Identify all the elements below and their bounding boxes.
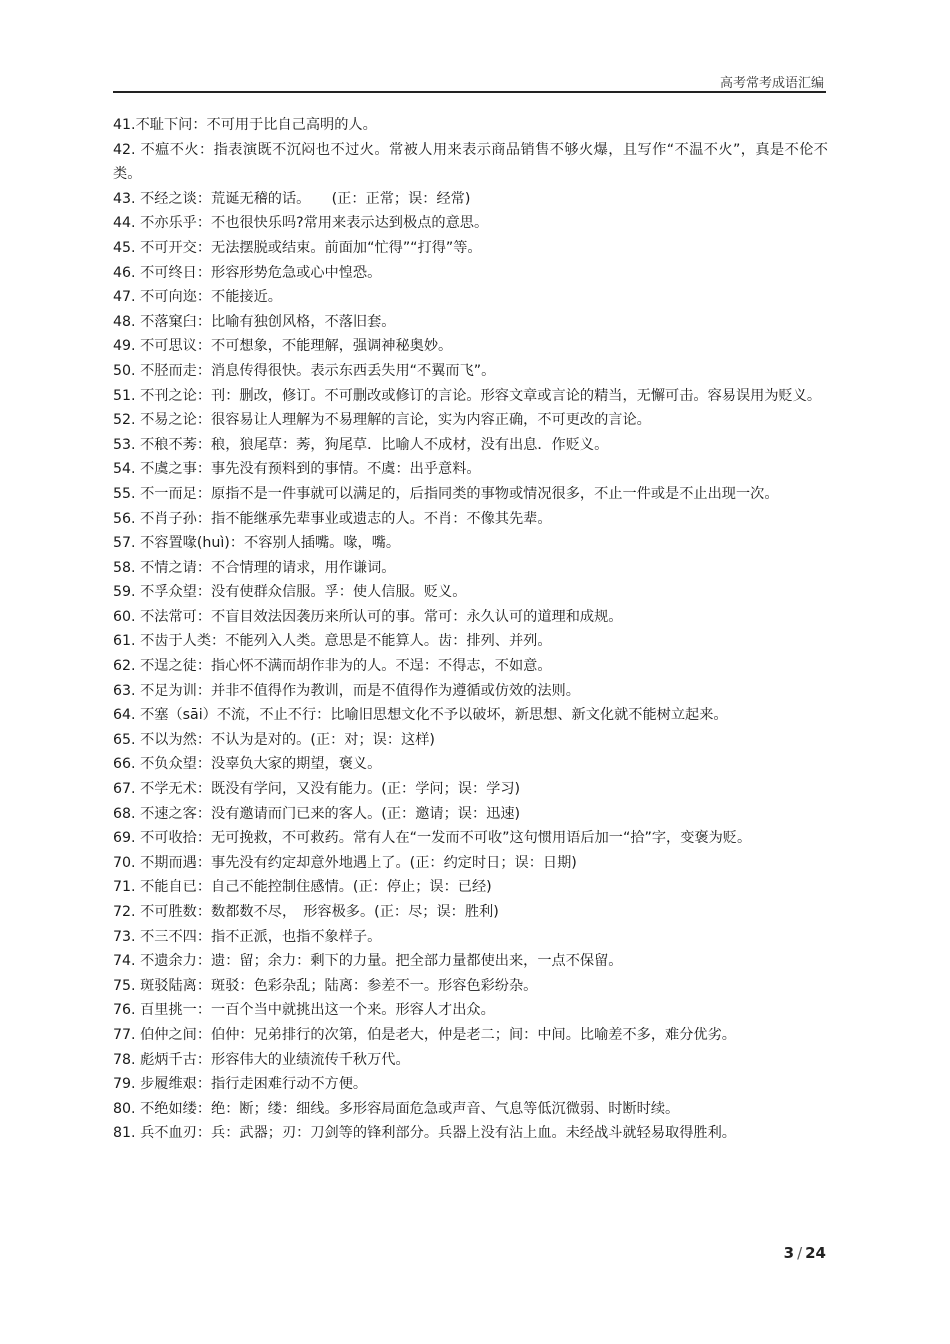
idiom-term: 不虞之事： <box>140 461 212 478</box>
idiom-entry <box>113 974 828 999</box>
idiom-entry <box>113 1072 828 1097</box>
entry-number: 47. <box>113 289 141 306</box>
idiom-definition: 不可想象，不能理解，强调神秘奥妙。 <box>211 338 453 355</box>
idiom-definition: 事先没有约定却意外地遇上了。(正：约定时日；误：日期) <box>211 854 577 871</box>
page-number <box>784 1244 826 1262</box>
entry-number: 56. <box>113 510 141 527</box>
entry-number: 46. <box>113 264 141 281</box>
idiom-term: 不能自已： <box>140 879 212 896</box>
idiom-term: 不负众望： <box>140 756 212 773</box>
entry-number: 48. <box>113 313 141 330</box>
entry-number: 57. <box>113 535 141 552</box>
idiom-entry <box>113 605 828 630</box>
entry-number: 54. <box>113 461 141 478</box>
idiom-definition: 不认为是对的。(正：对；误：这样) <box>211 731 435 748</box>
idiom-definition: 稂，狼尾草：莠，狗尾草．比喻人不成材，没有出息．作贬义。 <box>211 436 609 453</box>
entry-number: 75. <box>113 977 141 994</box>
idiom-entry <box>113 851 828 876</box>
idiom-entry <box>113 261 828 286</box>
idiom-definition: 指心怀不满而胡作非为的人。不逞：不得志，不如意。 <box>211 658 552 675</box>
idiom-term: 不落窠臼： <box>140 313 212 330</box>
idiom-definition: 没有邀请而门已来的客人。(正：邀请；误：迅速) <box>211 805 521 822</box>
idiom-definition: 指不能继承先辈事业或遗志的人。不肖：不像其先辈。 <box>211 510 552 527</box>
idiom-term: 不可胜数： <box>140 904 212 920</box>
idiom-definition: 无可挽救，不可救药。常有人在“一发而不可收”这句惯用语后加一“拾”字，变褒为贬。 <box>211 830 752 847</box>
idiom-entry <box>113 138 828 187</box>
idiom-entry <box>113 679 828 704</box>
idiom-definition: 不也很快乐吗?常用来表示达到极点的意思。 <box>211 215 489 232</box>
page-separator: / <box>797 1244 803 1262</box>
idiom-term: 不耻下问： <box>135 117 207 133</box>
entry-number: 67. <box>113 781 141 798</box>
idiom-definition: 不能接近。 <box>211 289 282 306</box>
idiom-entry <box>113 482 828 507</box>
idiom-term: 不刊之论： <box>140 387 212 404</box>
idiom-entry <box>113 1048 828 1073</box>
entry-number: 58. <box>113 559 141 576</box>
idiom-term: 伯仲之间： <box>140 1026 212 1043</box>
idiom-definition: 形容形势危急或心中惶恐。 <box>211 264 382 281</box>
idiom-entry <box>113 949 828 974</box>
idiom-term: 彪炳千古： <box>140 1051 212 1068</box>
entry-number: 81. <box>113 1125 141 1142</box>
entry-number: 50. <box>113 362 141 379</box>
idiom-entry <box>113 556 828 581</box>
idiom-definition: 斑驳：色彩杂乱；陆离：参差不一。形容色彩纷杂。 <box>211 977 538 994</box>
idiom-entry <box>113 1097 828 1122</box>
entry-number: 44. <box>113 215 141 232</box>
idiom-entry <box>113 507 828 532</box>
header-title: 高考常考成语汇编 <box>719 76 824 91</box>
idiom-entry <box>113 408 828 433</box>
total-pages: 24 <box>805 1244 826 1262</box>
idiom-term: 不容置喙(huì)： <box>140 535 245 552</box>
entry-number: 72. <box>113 904 141 920</box>
idiom-term: 百里挑一： <box>140 1002 212 1019</box>
entry-number: 53. <box>113 436 141 453</box>
idiom-term: 兵不血刃： <box>140 1125 212 1142</box>
idiom-term: 不绝如缕： <box>140 1100 212 1117</box>
idiom-term: 不齿于人类： <box>140 633 226 650</box>
idiom-term: 不以为然： <box>140 731 212 748</box>
entry-number: 63. <box>113 682 141 699</box>
idiom-definition: 遗：留；余力：剩下的力量。把全部力量都使出来，一点不保留。 <box>211 953 623 970</box>
idiom-term: 不可向迩： <box>140 289 212 306</box>
entry-number: 79. <box>113 1076 141 1093</box>
idiom-definition: 不可用于比自己高明的人。 <box>206 117 377 133</box>
entry-number: 59. <box>113 584 141 601</box>
idiom-term: 不三不四： <box>140 928 212 945</box>
entry-number: 45. <box>113 239 141 256</box>
idiom-term: 不亦乐乎： <box>140 215 212 232</box>
idiom-definition: 不合情理的请求，用作谦词。 <box>211 559 396 576</box>
idiom-entry <box>113 703 828 728</box>
idiom-entry <box>113 285 828 310</box>
idiom-definition: 不容别人插嘴。喙，嘴。 <box>244 535 401 552</box>
idiom-entry <box>113 236 828 261</box>
idiom-definition: 兵：武器；刃：刀剑等的锋利部分。兵器上没有沾上血。未经战斗就轻易取得胜利。 <box>211 1125 736 1142</box>
idiom-term: 不遗余力： <box>140 953 212 970</box>
entry-number: 52. <box>113 412 141 429</box>
entry-number: 62. <box>113 658 141 675</box>
idiom-definition: 荒诞无稽的话。 (正：正常；误：经常) <box>211 190 471 207</box>
entry-number: 80. <box>113 1100 141 1117</box>
idiom-term: 不速之客： <box>140 805 212 822</box>
idiom-term: 不逞之徒： <box>140 658 212 675</box>
idiom-definition: 消息传得很快。表示东西丢失用“不翼而飞”。 <box>211 362 496 379</box>
idiom-entry <box>113 211 828 236</box>
entry-number: 60. <box>113 608 141 625</box>
idiom-entry <box>113 1121 828 1146</box>
idiom-entry <box>113 998 828 1023</box>
idiom-entry <box>113 384 828 409</box>
idiom-definition: 不盲目效法因袭历来所认可的事。常可：永久认可的道理和成规。 <box>211 608 623 625</box>
idiom-definition: 不能列入人类。意思是不能算人。齿：排列、并列。 <box>225 633 552 650</box>
entry-number: 73. <box>113 928 141 945</box>
idiom-term: 不可终日： <box>140 264 212 281</box>
idiom-definition: 比喻有独创风格，不落旧套。 <box>211 313 396 330</box>
entry-number: 69. <box>113 830 141 847</box>
idiom-term: 不学无术： <box>140 781 212 798</box>
idiom-definition: 既没有学问，又没有能力。(正：学问；误：学习) <box>211 781 521 798</box>
idiom-definition: 原指不是一件事就可以满足的，后指同类的事物或情况很多，不止一件或是不止出现一次。 <box>211 485 779 502</box>
idiom-term: 不肖子孙： <box>140 510 212 527</box>
entry-number: 51. <box>113 387 141 404</box>
idiom-definition: 无法摆脱或结束。前面加“忙得”“打得”等。 <box>211 239 482 256</box>
idiom-entry <box>113 433 828 458</box>
header-divider <box>113 91 826 93</box>
idiom-entry <box>113 580 828 605</box>
idiom-term: 不期而遇： <box>140 854 212 871</box>
idiom-entry <box>113 777 828 802</box>
entry-number: 61. <box>113 633 141 650</box>
idiom-term: 不情之请： <box>140 559 212 576</box>
idiom-entry <box>113 310 828 335</box>
idiom-entry <box>113 826 828 851</box>
entry-number: 41. <box>113 117 136 133</box>
idiom-definition: 并非不值得作为教训，而是不值得作为遵循或仿效的法则。 <box>211 682 580 699</box>
idiom-term: 不经之谈： <box>140 190 212 207</box>
idiom-term: 不可思议： <box>140 338 212 355</box>
entry-number: 65. <box>113 731 141 748</box>
idiom-entry <box>113 113 828 138</box>
idiom-definition: 刊：删改，修订。不可删改或修订的言论。形容文章或言论的精当，无懈可击。容易误用为贬义。 <box>211 387 822 404</box>
idiom-entry <box>113 1023 828 1048</box>
entry-number: 64. <box>113 707 141 724</box>
entry-number: 77. <box>113 1026 141 1043</box>
idiom-term: 不足为训： <box>140 682 212 699</box>
entry-number: 42. <box>113 141 141 158</box>
idiom-entry <box>113 654 828 679</box>
idiom-entry <box>113 900 828 925</box>
idiom-definition: 数都数不尽， 形容极多。(正：尽；误：胜利) <box>211 904 499 920</box>
idiom-definition: 很容易让人理解为不易理解的言论，实为内容正确，不可更改的言论。 <box>211 412 651 429</box>
idiom-term: 不瘟不火： <box>140 141 214 158</box>
idiom-definition: 绝：断；缕：细线。多形容局面危急或声音、气息等低沉微弱、时断时续。 <box>211 1100 680 1117</box>
entry-number: 78. <box>113 1051 141 1068</box>
idiom-entry <box>113 802 828 827</box>
idiom-entry <box>113 728 828 753</box>
idiom-term: 不可开交： <box>140 239 212 256</box>
idiom-term: 不可收拾： <box>140 830 212 847</box>
idiom-definition: 形容伟大的业绩流传千秋万代。 <box>211 1051 410 1068</box>
idiom-definition: 伯仲：兄弟排行的次第，伯是老大，仲是老二；间：中间。比喻差不多，难分优劣。 <box>211 1026 736 1043</box>
idiom-definition: 一百个当中就挑出这一个来。形容人才出众。 <box>211 1002 495 1019</box>
idiom-definition: 事先没有预料到的事情。不虞：出乎意料。 <box>211 461 481 478</box>
idiom-entry <box>113 187 828 212</box>
idiom-entry <box>113 457 828 482</box>
idiom-term: 步履维艰： <box>140 1076 212 1093</box>
entry-number: 74. <box>113 953 141 970</box>
idiom-definition: 没辜负大家的期望，褒义。 <box>211 756 382 773</box>
entry-number: 76. <box>113 1002 141 1019</box>
idiom-definition: 指行走困难行动不方便。 <box>211 1076 368 1093</box>
entry-number: 43. <box>113 190 141 207</box>
entry-number: 71. <box>113 879 141 896</box>
idiom-term: 不孚众望： <box>140 584 212 601</box>
current-page: 3 <box>783 1244 795 1262</box>
idiom-term: 不塞（sāi）不流，不止不行： <box>140 707 331 724</box>
idiom-entry <box>113 629 828 654</box>
idiom-entry <box>113 359 828 384</box>
idiom-entry <box>113 531 828 556</box>
idiom-definition: 自己不能控制住感情。(正：停止；误：已经) <box>211 879 492 896</box>
idiom-definition: 比喻旧思想文化不予以破坏，新思想、新文化就不能树立起来。 <box>330 707 728 724</box>
idiom-term: 不稂不莠： <box>140 436 212 453</box>
entry-number: 55. <box>113 485 141 502</box>
idiom-entry <box>113 875 828 900</box>
idiom-definition: 指不正派，也指不象样子。 <box>211 928 382 945</box>
entry-number: 49. <box>113 338 141 355</box>
idiom-term: 不易之论： <box>140 412 212 429</box>
idiom-term: 不胫而走： <box>140 362 212 379</box>
idiom-definition: 没有使群众信服。孚：使人信服。贬义。 <box>211 584 467 601</box>
idiom-term: 斑驳陆离： <box>140 977 212 994</box>
entry-number: 68. <box>113 805 141 822</box>
idiom-term: 不一而足： <box>140 485 212 502</box>
idiom-entry <box>113 752 828 777</box>
entry-number: 70. <box>113 854 141 871</box>
idiom-list <box>113 113 828 1146</box>
idiom-entry <box>113 925 828 950</box>
idiom-definition: 指表演既不沉闷也不过火。常被人用来表示商品销售不够火爆，且写作“不温不火”，真是不伦不类。 <box>113 141 828 183</box>
entry-number: 66. <box>113 756 141 773</box>
idiom-entry <box>113 334 828 359</box>
idiom-term: 不法常可： <box>140 608 212 625</box>
